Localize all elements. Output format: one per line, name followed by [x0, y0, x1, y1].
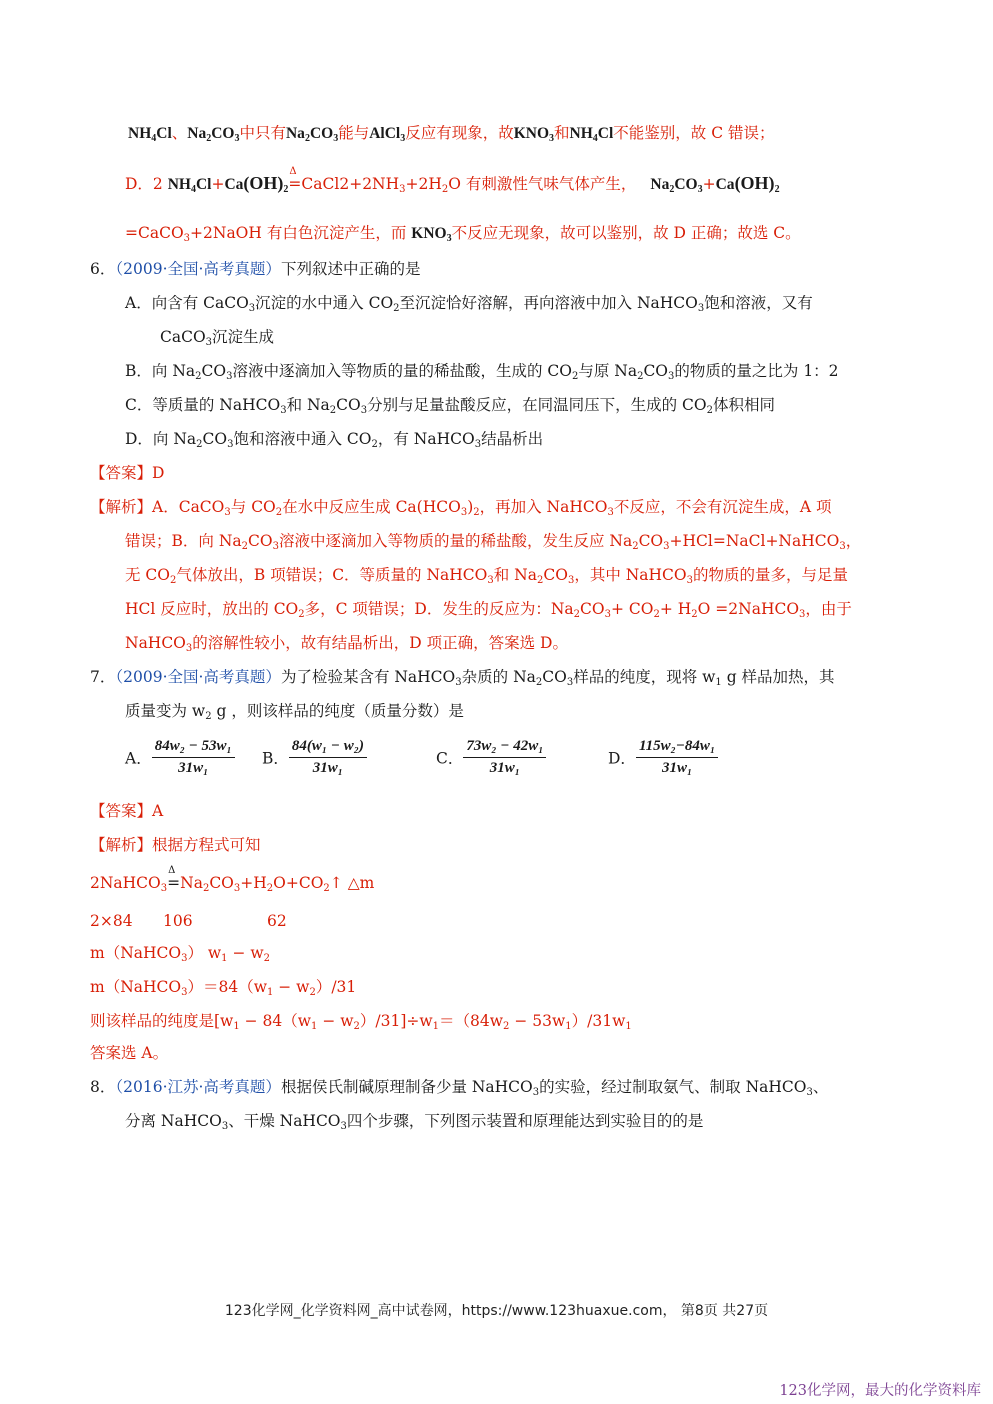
fraction-d: $\frac{\text{115w₂−84w₁}}{\text{31w₁}}$ — [636, 738, 718, 777]
q7-option-d: D． $\frac{\text{115w₂−84w₁}}{\text{31w₁}}$ — [608, 738, 718, 777]
q7-ratio-b: 106 — [163, 912, 193, 930]
q7-final: 答案选 A。 — [90, 1044, 169, 1062]
site-brand: 123化学网，最大的化学资料库 — [779, 1383, 981, 1399]
q7-work-1: m（NaHCO$_3$） $w_1 - w_2$ — [90, 944, 271, 964]
q7-option-b: B． $\frac{\text{84(w₁ − w₂)}}{\text{31w₁}}$ — [262, 738, 367, 777]
q6-stem: 6．（2009·全国·高考真题）下列叙述中正确的是 — [90, 260, 421, 278]
q7-stem-2: 质量变为 $w_2$ g ，则该样品的纯度（质量分数）是 — [125, 702, 464, 722]
q7-work-3: 则该样品的纯度是$[w_1 - 84(w_1 - w_2)/31]\div w_1=(84w_2 - 53w_1)/31w_1$ — [90, 1012, 632, 1032]
heat-sign: Δ = — [288, 166, 302, 193]
q8-source: （2016·江苏·高考真题） — [115, 1078, 281, 1096]
q6-explain-5: NaHCO$_3$的溶解性较小，故有结晶析出，D 项正确，答案选 D。 — [125, 634, 568, 654]
q6-source: （2009·全国·高考真题） — [115, 260, 281, 278]
q6-explain-4: HCl 反应时，放出的 $CO_2$多，C 项错误；D．发生的反应为：$Na_2CO_3+ CO_2+ H_2O$ =2NaHCO$_3$，由于 — [125, 600, 852, 620]
prev-line-2: D．2 $NH_4Cl+Ca(OH)_2$ Δ $=CaCl2+2NH_3+2H_2O$ 有刺激性气味气体产生， $Na_2CO_3+Ca(OH)_2$ — [125, 166, 780, 195]
q6-option-a-cont: CaCO$_3$沉淀生成 — [160, 328, 275, 348]
prev-line-3: =CaCO$_3$+2NaOH 有白色沉淀产生，而 $KNO_3$不反应无现象，故可以鉴别，故 D 正确；故选 C。 — [125, 224, 801, 244]
q7-ratio-c: 62 — [267, 912, 287, 930]
q7-ratio-a: 2×84 — [90, 912, 133, 930]
q7-stem-1: 7．（2009·全国·高考真题）为了检验某含有 NaHCO$_3$杂质的 $Na_2CO_3$样品的纯度，现将 $w_1$ g 样品加热，其 — [90, 668, 835, 688]
fraction-a: $\frac{\text{84w₂ − 53w₁}}{\text{31w₁}}$ — [152, 738, 235, 777]
q8-stem-2: 分离 NaHCO$_3$、干燥 NaHCO$_3$四个步骤，下列图示装置和原理能达到实验目的的是 — [125, 1112, 704, 1132]
q7-answer: 【答案】A — [90, 802, 164, 820]
q6-option-d: D．向 $Na_2CO_3$饱和溶液中通入 $CO_2$，有 NaHCO$_3$结晶析出 — [125, 430, 544, 450]
prev-line-1: $NH_4Cl$、$Na_2CO_3$中只有$Na_2CO_3$能与AlCl$_3$反应有现象，故$KNO_3$和$NH_4Cl$不能鉴别，故 C 错误； — [128, 124, 775, 144]
q6-option-b: B．向 $Na_2CO_3$溶液中逐滴加入等物质的量的稀盐酸，生成的 $CO_2$与原 $Na_2CO_3$的物质的量之比为 1：2 — [125, 362, 839, 382]
q6-explain-1: 【解析】A．CaCO$_3$与 $CO_2$在水中反应生成 $Ca(HCO_3)_2$，再加入 NaHCO$_3$不反应，不会有沉淀生成，A 项 — [90, 498, 832, 518]
q7-option-a: A． $\frac{\text{84w₂ − 53w₁}}{\text{31w₁}}$ — [125, 738, 235, 777]
q8-stem-1: 8．（2016·江苏·高考真题）根据侯氏制碱原理制备少量 NaHCO$_3$的实验，经过制取氨气、制取 NaHCO$_3$、 — [90, 1078, 829, 1098]
q6-explain-3: 无 $CO_2$气体放出，B 项错误；C．等质量的 NaHCO$_3$和 $Na_2CO_3$，其中 NaHCO$_3$的物质的量多，与足量 — [125, 566, 849, 586]
fraction-c: $\frac{\text{73w₂ − 42w₁}}{\text{31w₁}}$ — [463, 738, 546, 777]
q6-option-c: C．等质量的 NaHCO$_3$和 $Na_2CO_3$分别与足量盐酸反应，在同温同压下，生成的 $CO_2$体积相同 — [125, 396, 776, 416]
fraction-b: $\frac{\text{84(w₁ − w₂)}}{\text{31w₁}}$ — [289, 738, 367, 777]
heat-sign: Δ = — [167, 865, 181, 892]
q7-option-c: C． $\frac{\text{73w₂ − 42w₁}}{\text{31w₁}}$ — [436, 738, 546, 777]
page-footer: 123化学网_化学资料网_高中试卷网，https://www.123huaxue.com， 第8页 共27页 — [224, 1303, 769, 1319]
q7-source: （2009·全国·高考真题） — [115, 668, 281, 686]
q6-answer: 【答案】D — [90, 464, 165, 482]
q6-explain-2: 错误；B．向 $Na_2CO_3$溶液中逐滴加入等物质的量的稀盐酸，发生反应 $Na_2CO_3+HCl=NaCl+NaHCO_3$， — [125, 532, 862, 552]
q7-work-2: $m(NaHCO_3)=84(w_1 - w_2)/31$ — [90, 978, 357, 998]
q7-explain: 【解析】根据方程式可知 — [90, 836, 261, 854]
q6-option-a: A．向含有 CaCO$_3$沉淀的水中通入 $CO_2$至沉淀恰好溶解，再向溶液中加入 NaHCO$_3$饱和溶液，又有 — [125, 294, 813, 314]
q7-reaction: 2NaHCO$_3$ Δ $=Na_2CO_3+H_2O+CO_2↑$ △m — [90, 865, 375, 894]
